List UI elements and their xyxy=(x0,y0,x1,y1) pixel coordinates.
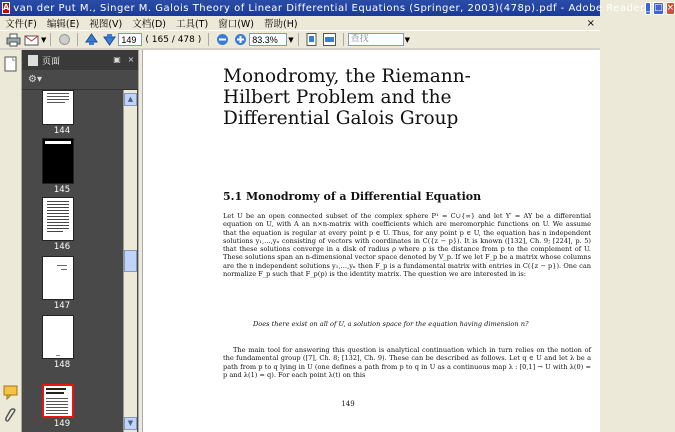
menu-tools[interactable]: 工具(T) xyxy=(175,19,209,30)
next-page-icon[interactable] xyxy=(102,33,116,47)
page-thumbnail[interactable] xyxy=(42,90,74,125)
page-number-input[interactable] xyxy=(118,33,142,46)
fit-width-icon[interactable] xyxy=(323,33,337,47)
search-input[interactable]: 查找 xyxy=(348,33,404,46)
comments-icon[interactable] xyxy=(3,384,19,400)
close-button[interactable]: × xyxy=(666,2,675,13)
page-thumbnail-current[interactable] xyxy=(42,384,74,418)
toolbar-separator xyxy=(208,33,209,46)
document-view xyxy=(143,50,600,432)
panel-menu-icon[interactable]: ▣ xyxy=(113,55,121,64)
toolbar-separator xyxy=(50,33,51,46)
chevron-down-icon[interactable]: ▼ xyxy=(288,35,294,44)
thumbnail-label: 149 xyxy=(53,419,71,429)
options-gear-icon[interactable]: ⚙▾ xyxy=(28,74,42,85)
zoom-input[interactable] xyxy=(249,33,287,46)
scroll-down-icon[interactable]: ▼ xyxy=(124,417,137,430)
pages-icon[interactable] xyxy=(3,56,19,72)
close-document-icon[interactable]: × xyxy=(586,17,595,29)
chevron-down-icon[interactable]: ▼ xyxy=(41,35,47,44)
title-bar xyxy=(0,0,675,16)
window-title: van der Put M., Singer M. Galois Theory of Linear Differential Equations (Springer, 2003)(478p).pdf - Adobe Reader xyxy=(13,2,645,14)
thumbnail-scrollbar[interactable] xyxy=(123,90,137,432)
paragraph: The main tool for answering this question is analytical continuation which in turn relies on the notion of the fundamental group ([7], Ch. 8; [132], Ch. 9). These can be described as follows. Let q ∈ U and let λ be a path from p to q lying in U (one defines a path from p to q in U as a continuous map λ : [0,1] → U with λ(0) = p and λ(1) = q). For each point λ(t) on this xyxy=(223,346,591,379)
menu-window[interactable]: 窗口(W) xyxy=(218,19,254,30)
thumbnail-label: 145 xyxy=(53,185,71,195)
menu-edit[interactable]: 编辑(E) xyxy=(46,19,80,30)
hand-tool-icon[interactable] xyxy=(57,33,71,47)
thumbnail-label: 147 xyxy=(53,301,71,311)
scroll-up-icon[interactable]: ▲ xyxy=(124,93,137,106)
page-number: 149 xyxy=(341,400,355,408)
attachments-icon[interactable] xyxy=(3,408,19,424)
chevron-down-icon[interactable]: ▼ xyxy=(404,35,411,44)
menu-help[interactable]: 帮助(H) xyxy=(264,19,298,30)
panel-toolbar xyxy=(22,70,138,90)
previous-page-icon[interactable] xyxy=(84,33,98,47)
menu-file[interactable]: 文件(F) xyxy=(5,19,37,30)
panel-title: 页面 xyxy=(42,56,61,67)
pages-panel xyxy=(22,50,138,432)
navigation-strip xyxy=(0,50,22,432)
page-thumbnail[interactable] xyxy=(42,138,74,184)
page-thumbnail[interactable] xyxy=(42,315,74,359)
toolbar-separator xyxy=(343,33,344,46)
page-thumbnail[interactable] xyxy=(42,256,74,300)
question-text: Does there exist on all of U, a solution space for the equation having dimension n? xyxy=(253,320,529,328)
paragraph: Let U be an open connected subset of the complex sphere P¹ = C∪{∞} and let Y′ = AY be a differential equation on U, with A an n×n-matrix with coefficients which are meromorphic functions on U. We assume that the equation is regular at every point p ∈ U. Thus, for any point p ∈ U, the equation has n independent solutions y₁,…,yₙ consisting of vectors with coordinates in C({z − p}). It is known ([132], Ch. 9; [224], p. 5) that these solutions converge in a disk of radius ρ where ρ is the distance from p to the complement of U. These solutions span an n-dimensional vector space denoted by V_p. If we let F_p be a matrix whose columns are the n independent solutions y₁,…,yₙ then F_p is a fundamental matrix with entries in C({z − p}). One can normalize F_p such that F_p(p) is the identity matrix. The question we are interested in is: xyxy=(223,212,591,279)
toolbar-separator xyxy=(298,33,299,46)
menu-document[interactable]: 文档(D) xyxy=(132,19,166,30)
page-icon xyxy=(28,55,38,66)
zoom-out-icon[interactable] xyxy=(215,33,229,47)
adobe-reader-icon: A xyxy=(3,3,10,12)
print-icon[interactable] xyxy=(6,33,20,47)
menu-bar xyxy=(0,16,600,30)
minimize-button[interactable]: _ xyxy=(645,2,651,13)
scrollbar-thumb[interactable] xyxy=(124,250,137,272)
maximize-button[interactable]: □ xyxy=(654,2,663,13)
panel-close-icon[interactable]: × xyxy=(127,55,135,64)
thumbnail-label: 148 xyxy=(53,360,71,370)
thumbnail-label: 144 xyxy=(53,126,71,136)
page-count: ( 165 / 478 ) xyxy=(145,34,202,45)
page-thumbnail[interactable] xyxy=(42,197,74,241)
panel-header xyxy=(22,50,138,70)
menu-view[interactable]: 视图(V) xyxy=(89,19,123,30)
pdf-page xyxy=(223,66,601,408)
toolbar xyxy=(0,30,600,48)
toolbar-separator xyxy=(77,33,78,46)
email-icon[interactable] xyxy=(24,33,38,47)
chapter-title: Monodromy, the Riemann-Hilbert Problem and the Differential Galois Group xyxy=(223,66,471,129)
thumbnail-label: 146 xyxy=(53,242,71,252)
section-title: 5.1 Monodromy of a Differential Equation xyxy=(223,190,482,203)
fit-page-icon[interactable] xyxy=(305,33,319,47)
zoom-in-icon[interactable] xyxy=(233,33,247,47)
